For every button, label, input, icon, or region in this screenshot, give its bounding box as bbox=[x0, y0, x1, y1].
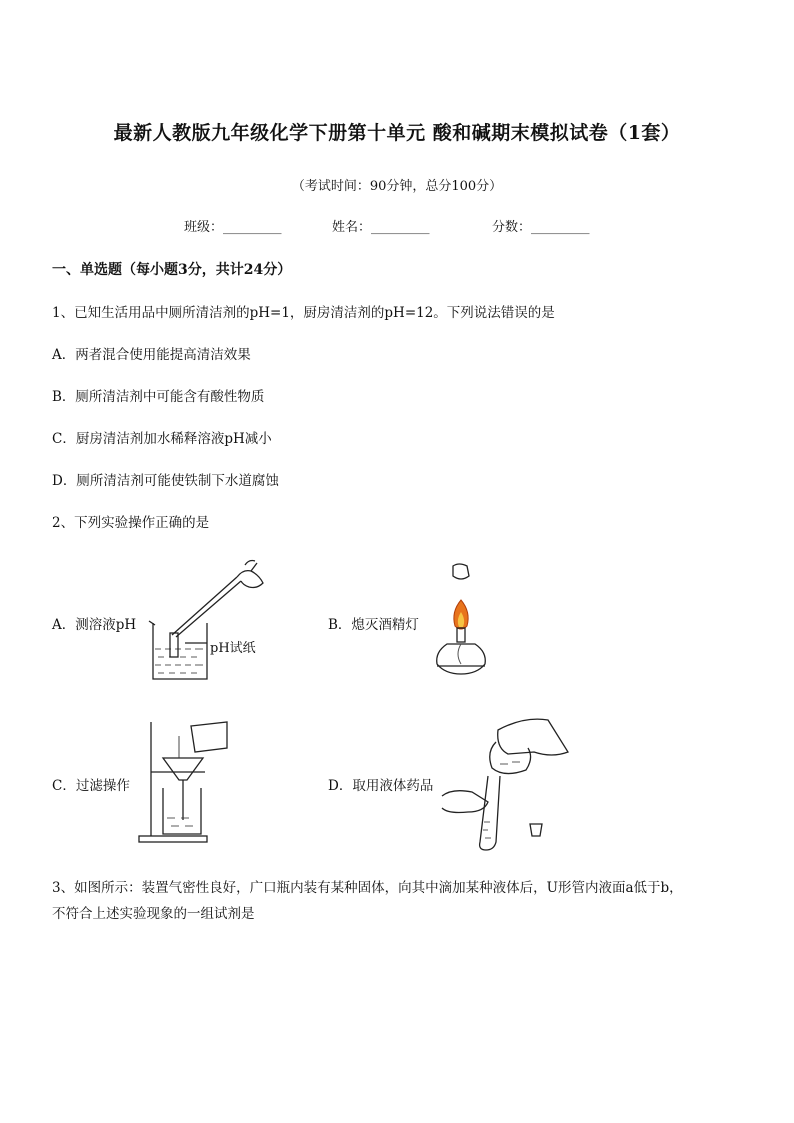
question-2-option-a[interactable]: A．测溶液pH bbox=[52, 617, 137, 633]
pour-liquid-figure bbox=[438, 712, 588, 852]
page-title: 最新人教版九年级化学下册第十单元 酸和碱期末模拟试卷（1套） bbox=[113, 122, 681, 144]
question-2-option-c[interactable]: C．过滤操作 bbox=[52, 778, 130, 794]
filtration-figure bbox=[135, 718, 235, 848]
question-2-stem: 2、下列实验操作正确的是 bbox=[52, 515, 210, 531]
section-heading-single-choice: 一、单选题（每小题3分，共计24分） bbox=[52, 262, 292, 278]
question-3-stem-line1: 3、如图所示：装置气密性良好，广口瓶内装有某种固体，向其中滴加某种液体后，U形管内液面a低于b， bbox=[52, 880, 683, 896]
question-2-option-d[interactable]: D．取用液体药品 bbox=[328, 778, 434, 794]
question-2-option-b[interactable]: B．熄灭酒精灯 bbox=[328, 617, 419, 633]
exam-subtitle: （考试时间：90分钟，总分100分） bbox=[291, 179, 503, 194]
question-1-option-a[interactable]: A．两者混合使用能提高清洁效果 bbox=[52, 347, 251, 363]
question-1-option-c[interactable]: C．厨房清洁剂加水稀释溶液pH减小 bbox=[52, 431, 272, 447]
question-1-stem: 1、已知生活用品中厕所清洁剂的pH=1，厨房清洁剂的pH=12。下列说法错误的是 bbox=[52, 305, 555, 321]
question-1-option-b[interactable]: B．厕所清洁剂中可能含有酸性物质 bbox=[52, 389, 265, 405]
score-field[interactable]: 分数：_________ bbox=[492, 220, 590, 235]
alcohol-lamp-figure bbox=[425, 560, 495, 680]
class-field[interactable]: 班级：_________ bbox=[184, 220, 282, 235]
name-field[interactable]: 姓名：_________ bbox=[332, 220, 430, 235]
question-3-stem-line2: 不符合上述实验现象的一组试剂是 bbox=[52, 906, 255, 922]
beaker-ph-test-figure bbox=[145, 555, 275, 685]
ph-paper-label: pH试纸 bbox=[210, 641, 256, 656]
question-1-option-d[interactable]: D．厕所清洁剂可能使铁制下水道腐蚀 bbox=[52, 473, 279, 489]
